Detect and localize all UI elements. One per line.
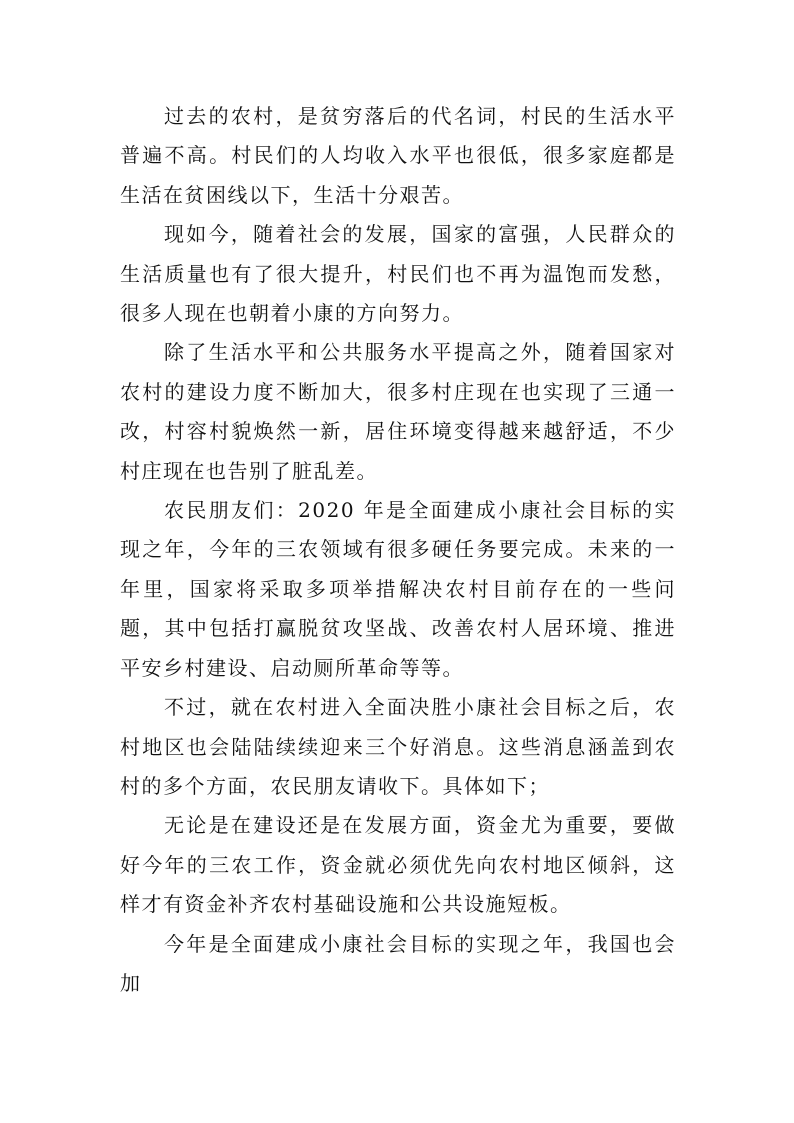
paragraph-3: 除了生活水平和公共服务水平提高之外，随着国家对农村的建设力度不断加大，很多村庄现在也实现了三通一改，村容村貌焕然一新，居住环境变得越来越舒适，不少村庄现在也告别了脏乱差。 [120, 340, 676, 483]
paragraph-1: 过去的农村，是贫穷落后的代名词，村民的生活水平普遍不高。村民们的人均收入水平也很低，很多家庭都是生活在贫困线以下，生活十分艰苦。 [120, 104, 676, 207]
paragraph-6: 无论是在建设还是在发展方面，资金尤为重要，要做好今年的三农工作，资金就必须优先向农村地区倾斜，这样才有资金补齐农村基础设施和公共设施短板。 [120, 813, 676, 917]
paragraph-5: 不过，就在农村进入全面决胜小康社会目标之后，农村地区也会陆陆续续迎来三个好消息。这些消息涵盖到农村的多个方面，农民朋友请收下。具体如下； [120, 695, 676, 798]
paragraph-2: 现如今，随着社会的发展，国家的富强，人民群众的生活质量也有了很大提升，村民们也不再为温饱而发愁，很多人现在也朝着小康的方向努力。 [120, 222, 676, 326]
paragraph-7: 今年是全面建成小康社会目标的实现之年，我国也会加 [120, 931, 676, 995]
document-body [120, 97, 676, 1003]
paragraph-4: 农民朋友们：2020 年是全面建成小康社会目标的实现之年，今年的三农领域有很多硬任务要完成。未来的一年里，国家将采取多项举措解决农村目前存在的一些问题，其中包括打赢脱贫攻坚战、改善农村人居环境、推进平安乡村建设、启动厕所革命等等。 [120, 498, 676, 680]
